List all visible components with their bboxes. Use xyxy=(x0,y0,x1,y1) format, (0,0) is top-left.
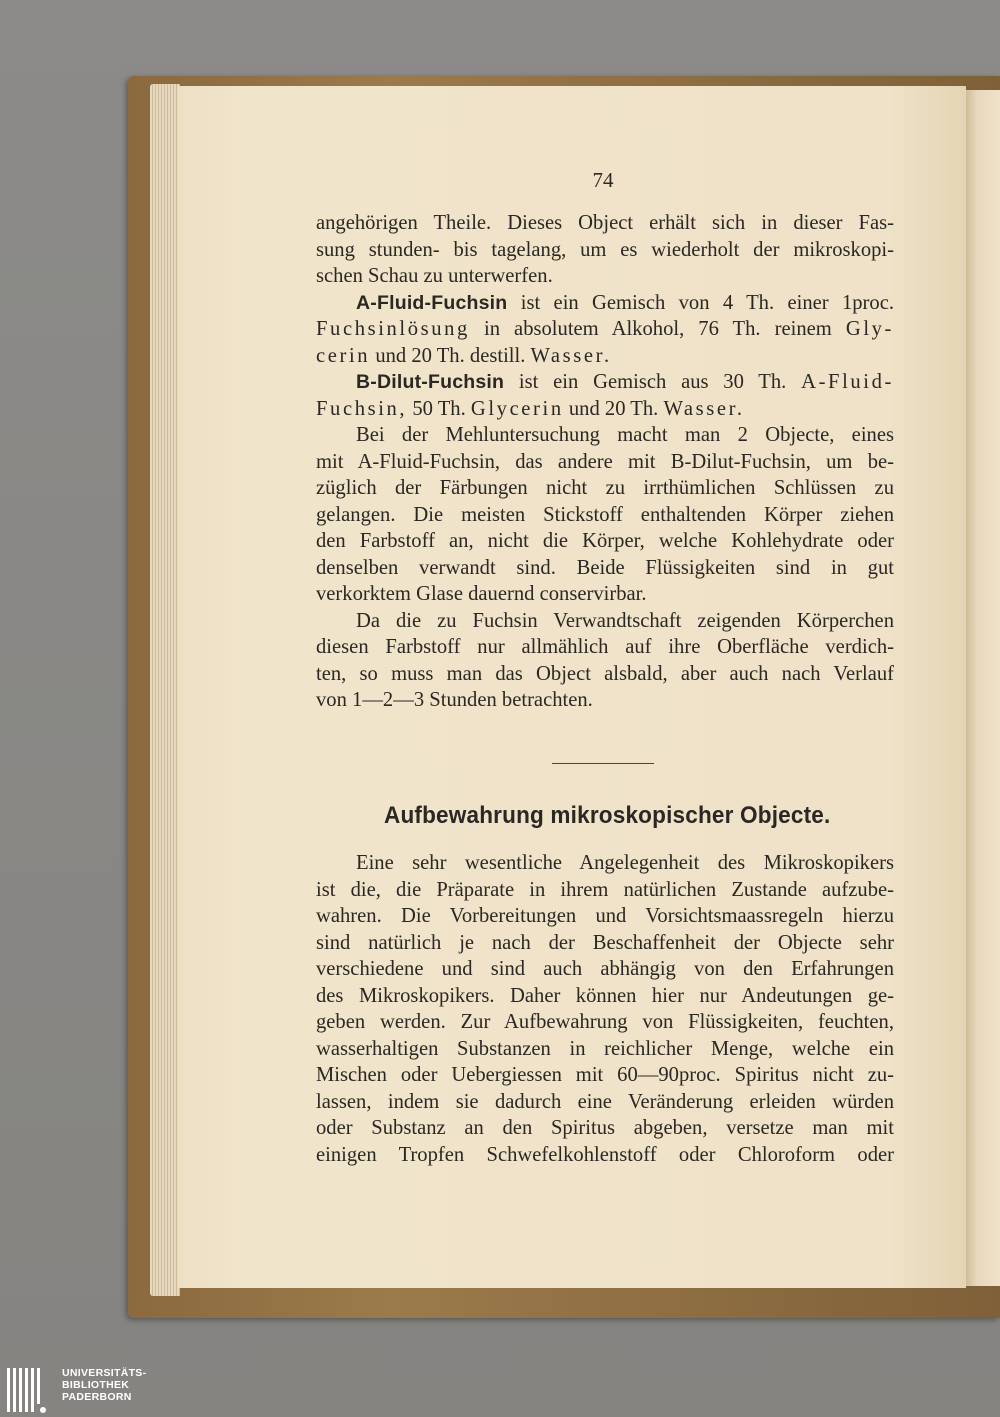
text-line: ten, so muss man das Object alsbald, aber auch nach Verlauf xyxy=(316,662,894,685)
text-span: und 20 Th. destill. xyxy=(370,344,531,367)
text-span: ist ein Gemisch von 4 Th. einer 1proc. xyxy=(507,291,894,314)
text-line: mit A-Fluid-Fuchsin, das andere mit B-Dilut-Fuchsin, um be- xyxy=(316,450,894,473)
library-name-line: PADERBORN xyxy=(62,1391,132,1403)
paragraph-aufbewahrung xyxy=(316,850,894,1168)
text-line: züglich der Färbungen nicht zu irrthümlichen Schlüssen zu xyxy=(316,477,894,499)
spaced-text: A-Fluid- xyxy=(801,371,894,393)
text-line: ist die, die Präparate in ihrem natürlichen Zustande aufzube- xyxy=(316,878,894,901)
spaced-text: Wasser. xyxy=(663,397,745,420)
text-line: einigen Tropfen Schwefelkohlenstoff oder Chloroform oder xyxy=(316,1143,894,1166)
library-name-line: BIBLIOTHEK xyxy=(62,1379,130,1391)
text-span: in absolutem Alkohol, 76 Th. reinem xyxy=(469,318,846,340)
text-line: denselben verwandt sind. Beide Flüssigkeiten sind in gut xyxy=(316,556,894,579)
text-line: Mischen oder Uebergiessen mit 60—90proc. Spiritus nicht zu- xyxy=(316,1064,894,1086)
facing-page-edge xyxy=(962,90,1000,1286)
page-edges xyxy=(150,84,180,1296)
text-line: Bei der Mehluntersuchung macht man 2 Objecte, eines xyxy=(356,424,894,446)
library-logo xyxy=(6,1366,166,1414)
page-number: 74 xyxy=(592,168,614,192)
spaced-text: cerin xyxy=(316,344,371,367)
library-name-line: UNIVERSITÄTS- xyxy=(62,1367,147,1379)
text-line: Eine sehr wesentliche Angelegenheit des Mikroskopikers xyxy=(356,852,894,874)
text-line: des Mikroskopikers. Daher können hier nur Andeutungen ge- xyxy=(316,984,894,1007)
text-line: angehörigen Theile. Dieses Object erhält sich in dieser Fas- xyxy=(316,212,894,234)
text-line: geben werden. Zur Aufbewahrung von Flüssigkeiten, feuchten, xyxy=(316,1011,894,1033)
section-heading: Aufbewahrung mikroskopischer Objecte. xyxy=(384,802,831,829)
text-line: wasserhaltigen Substanzen in reichlicher Menge, welche ein xyxy=(316,1037,894,1060)
text-line: gelangen. Die meisten Stickstoff enthaltenden Körper ziehen xyxy=(316,503,894,526)
spaced-text: Wasser. xyxy=(530,344,612,367)
text-span: 50 Th. xyxy=(407,397,471,420)
library-name xyxy=(62,1367,172,1403)
text-line: oder Substanz an den Spiritus abgeben, versetze man mit xyxy=(316,1117,894,1139)
section-divider xyxy=(552,763,654,764)
text-line: verkorktem Glase dauernd conservirbar. xyxy=(316,583,647,605)
term-a-fluid-fuchsin: A-Fluid-Fuchsin xyxy=(356,291,508,314)
spaced-text: Gly- xyxy=(845,318,894,340)
spaced-text: Fuchsin, xyxy=(316,397,408,420)
paragraph-continuation xyxy=(316,210,894,714)
text-line xyxy=(316,316,894,343)
text-line xyxy=(316,396,894,423)
text-span: ist ein Gemisch aus 30 Th. xyxy=(504,371,802,393)
spaced-text: Fuchsinlösung xyxy=(316,318,470,340)
text-span: und 20 Th. xyxy=(563,397,664,420)
text-line: von 1—2—3 Stunden betrachten. xyxy=(316,689,593,711)
text-line xyxy=(316,369,894,396)
barcode-logo-icon xyxy=(6,1366,50,1414)
spaced-text: Glycerin xyxy=(470,397,564,420)
text-line xyxy=(316,343,894,370)
text-line: schen Schau zu unterwerfen. xyxy=(316,265,553,287)
text-line: sung stunden- bis tagelang, um es wiederholt der mikroskopi- xyxy=(316,238,894,261)
text-line: sind natürlich je nach der Beschaffenheit der Objecte sehr xyxy=(316,931,894,954)
text-line: Da die zu Fuchsin Verwandtschaft zeigenden Körperchen xyxy=(356,609,894,632)
text-line: wahren. Die Vorbereitungen und Vorsichtsmaassregeln hierzu xyxy=(316,905,894,927)
text-line: verschiedene und sind auch abhängig von den Erfahrungen xyxy=(316,958,894,980)
term-b-dilut-fuchsin: B-Dilut-Fuchsin xyxy=(356,371,505,393)
text-line xyxy=(316,290,894,317)
text-line: den Farbstoff an, nicht die Körper, welche Kohlehydrate oder xyxy=(316,530,894,552)
text-line: lassen, indem sie dadurch eine Veränderung erleiden würden xyxy=(316,1090,894,1113)
text-line: diesen Farbstoff nur allmählich auf ihre Oberfläche verdich- xyxy=(316,636,894,658)
